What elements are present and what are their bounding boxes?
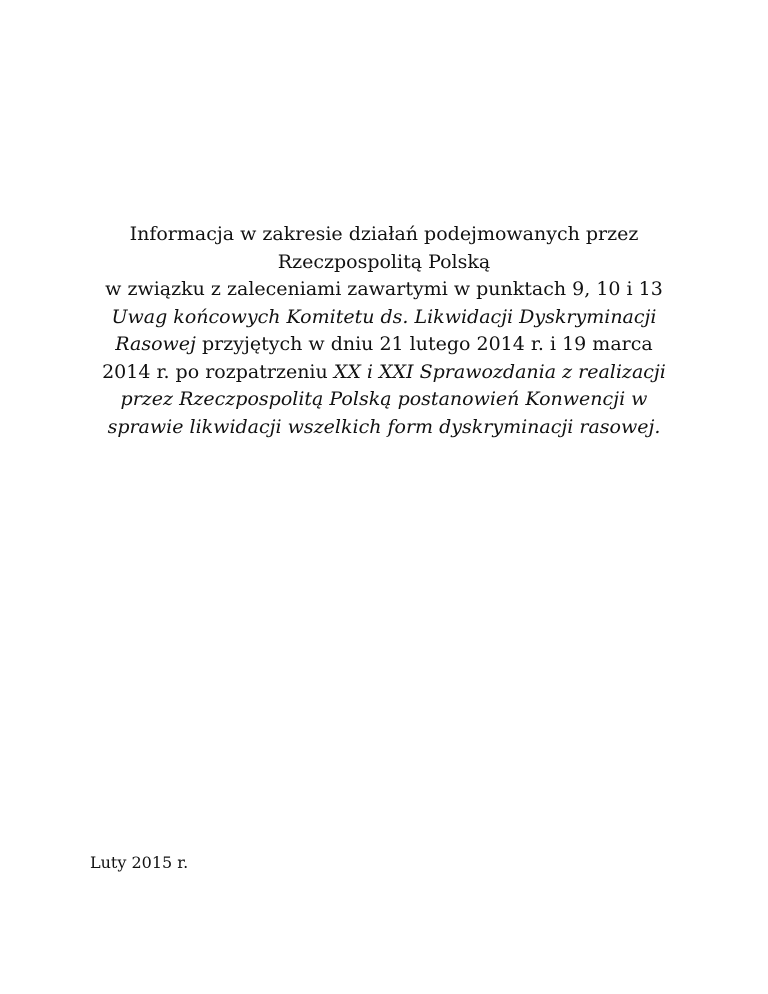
title-line bbox=[80, 414, 688, 442]
title-run-italic: Uwag końcowych Komitetu ds. Likwidacji Dyskryminacji bbox=[111, 305, 657, 328]
title-run-italic: sprawie likwidacji wszelkich form dyskryminacji rasowej. bbox=[107, 415, 661, 438]
title-line bbox=[80, 276, 688, 304]
title-line bbox=[80, 304, 688, 332]
title-run: Rzeczpospolitą Polską bbox=[277, 250, 491, 273]
title-run-italic: Rasowej bbox=[115, 333, 196, 355]
title-line bbox=[80, 249, 688, 277]
title-run-italic: XX i XXI Sprawozdania z realizacji bbox=[333, 360, 666, 383]
title-line bbox=[80, 386, 688, 414]
title-line bbox=[80, 221, 688, 249]
title-line bbox=[80, 359, 688, 387]
title-run: Informacja w zakresie działań podejmowanych przez bbox=[129, 223, 639, 245]
title-run: 2014 r. po rozpatrzeniu bbox=[102, 360, 334, 383]
title-run-italic: przez Rzeczpospolitą Polską postanowień Konwencji w bbox=[120, 388, 648, 410]
document-date: Luty 2015 r. bbox=[90, 853, 189, 872]
document-title bbox=[80, 221, 688, 441]
title-line bbox=[80, 331, 688, 359]
title-run: w związku z zaleceniami zawartymi w punktach 9, 10 i 13 bbox=[105, 278, 663, 300]
title-run: przyjętych w dniu 21 lutego 2014 r. i 19 marca bbox=[195, 333, 653, 355]
